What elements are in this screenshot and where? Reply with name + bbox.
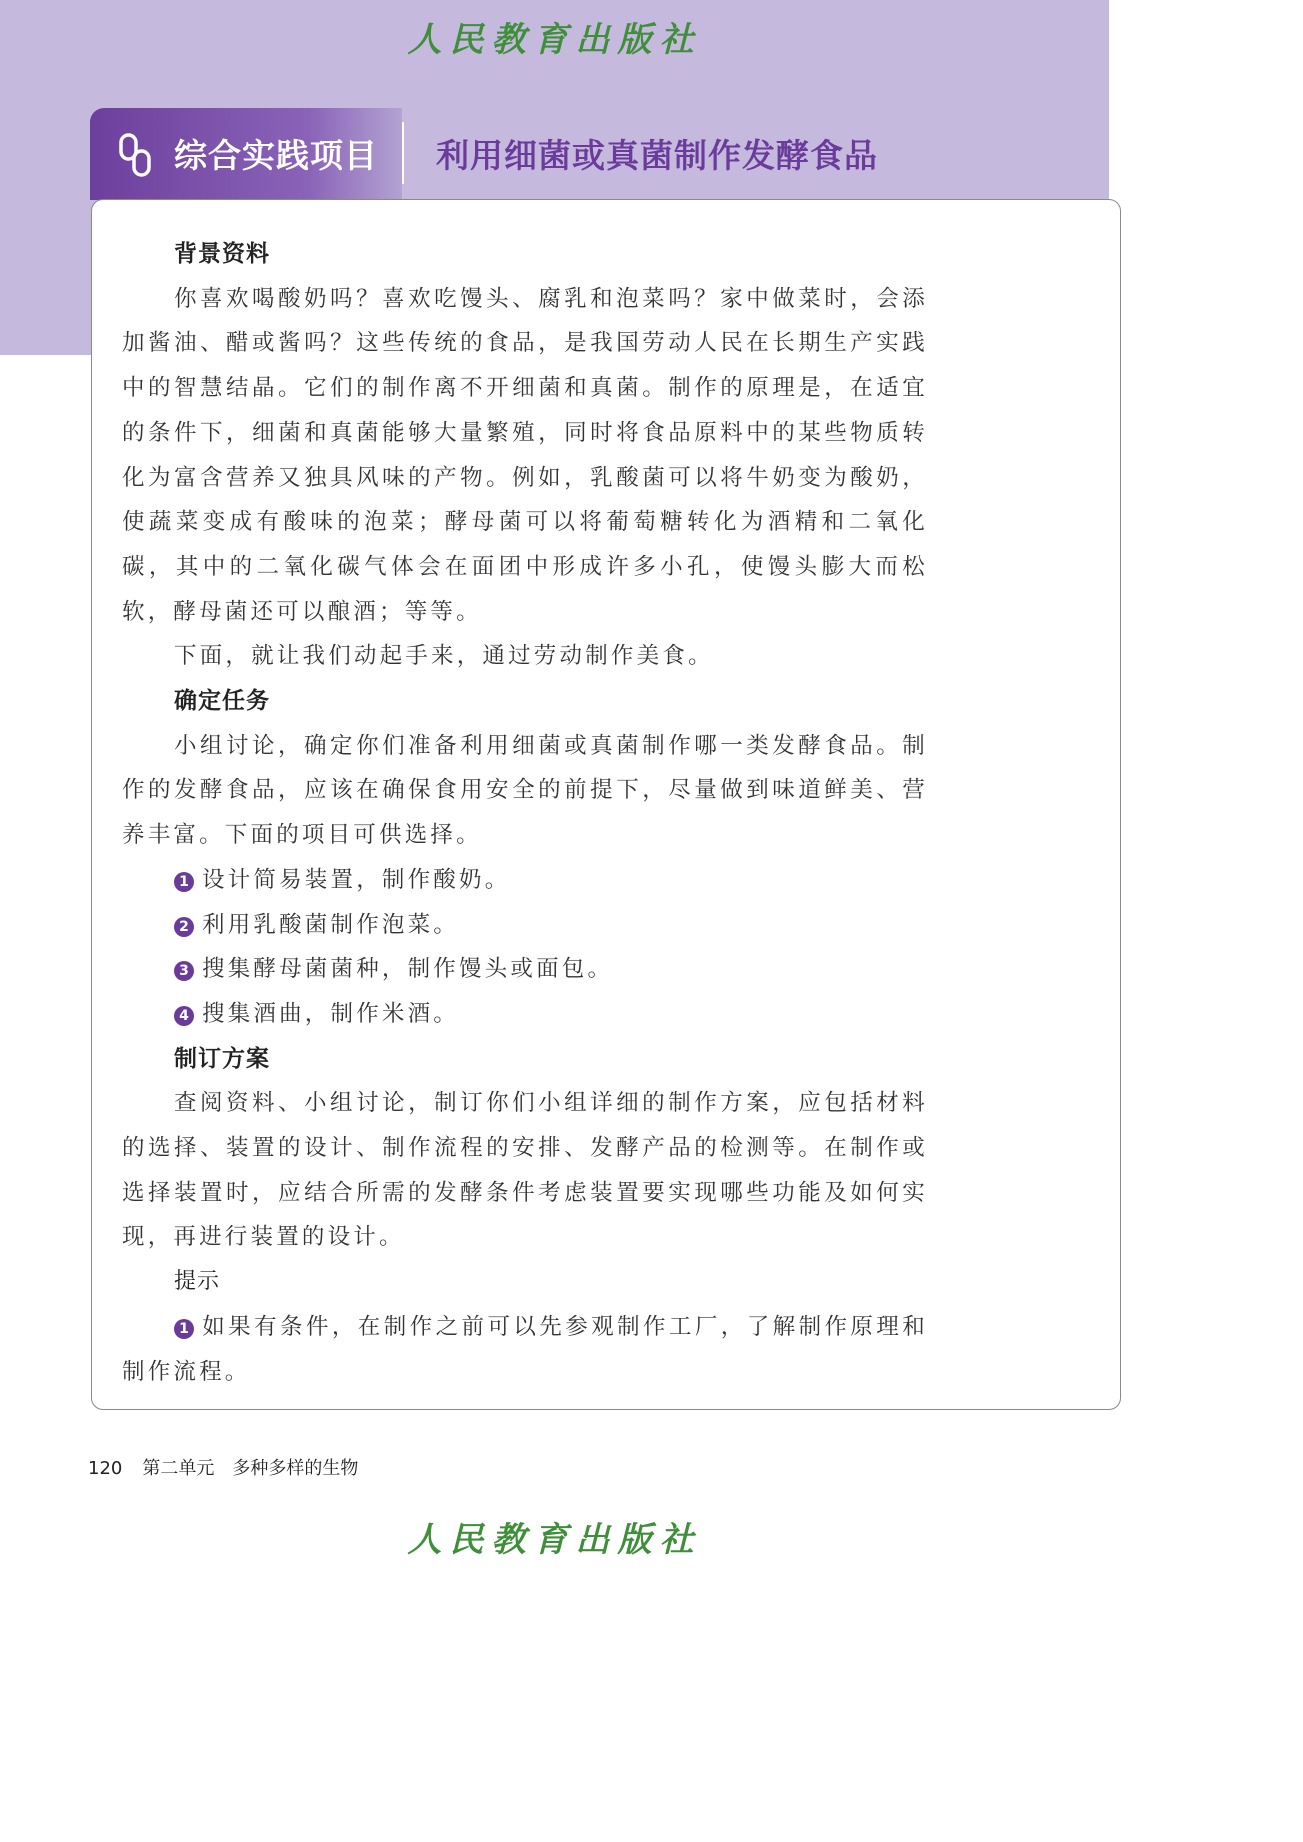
paragraph: 查阅资料、小组讨论，制订你们小组详细的制作方案，应包括材料的选择、装置的设计、制作流程的安排、发酵产品的检测等。在制作或选择装置时，应结合所需的发酵条件考虑装置要实现哪些功能及如何实现，再进行装置的设计。	[122, 1090, 928, 1251]
list-item	[122, 858, 928, 903]
number-badge: 4	[174, 1006, 194, 1026]
list-item	[122, 947, 928, 992]
list-item	[122, 992, 928, 1037]
page-footer	[88, 1454, 358, 1480]
number-badge: 1	[174, 872, 194, 892]
list-item	[122, 903, 928, 948]
paragraph: 你喜欢喝酸奶吗？喜欢吃馒头、腐乳和泡菜吗？家中做菜时，会添加酱油、醋或酱吗？这些传统的食品，是我国劳动人民在长期生产实践中的智慧结晶。它们的制作离不开细菌和真菌。制作的原理是，在适宜的条件下，细菌和真菌能够大量繁殖，同时将食品原料中的某些物质转化为富含营养又独具风味的产物。例如，乳酸菌可以将牛奶变为酸奶，使蔬菜变成有酸味的泡菜；酵母菌可以将葡萄糖转化为酒精和二氧化碳，其中的二氧化碳气体会在面团中形成许多小孔，使馒头膨大而松软，酵母菌还可以酿酒；等等。	[122, 285, 928, 625]
section-heading-background: 背景资料	[174, 241, 270, 267]
section-heading-plan: 制订方案	[174, 1045, 270, 1072]
unit-title: 第二单元 多种多样的生物	[142, 1458, 359, 1479]
link-icon	[118, 132, 152, 178]
banner-tag-label: 综合实践项目	[174, 136, 378, 175]
banner-divider	[402, 122, 404, 184]
banner-tag-block	[90, 108, 402, 200]
page-number: 120	[88, 1458, 123, 1479]
list-item-text: 利用乳酸菌制作泡菜。	[202, 911, 460, 938]
tip-item-text: 如果有条件，在制作之前可以先参观制作工厂，了解制作原理和制作流程。	[122, 1313, 928, 1385]
number-badge: 1	[174, 1319, 194, 1339]
article-body	[122, 232, 928, 1394]
publisher-logo-top: 人民教育出版社	[407, 20, 702, 60]
number-badge: 2	[174, 917, 194, 937]
project-banner	[90, 108, 1109, 200]
tip-item	[122, 1305, 928, 1394]
number-badge: 3	[174, 961, 194, 981]
list-item-text: 设计简易装置，制作酸奶。	[202, 866, 511, 893]
list-item-text: 搜集酵母菌菌种，制作馒头或面包。	[202, 956, 614, 983]
paragraph: 小组讨论，确定你们准备利用细菌或真菌制作哪一类发酵食品。制作的发酵食品，应该在确保食用安全的前提下，尽量做到味道鲜美、营养丰富。下面的项目可供选择。	[122, 732, 928, 849]
tip-heading: 提示	[174, 1269, 221, 1295]
paragraph: 下面，就让我们动起手来，通过劳动制作美食。	[174, 643, 714, 670]
publisher-logo-bottom: 人民教育出版社	[407, 1520, 702, 1560]
list-item-text: 搜集酒曲，制作米酒。	[202, 1000, 460, 1027]
section-heading-task: 确定任务	[174, 688, 270, 715]
page-title: 利用细菌或真菌制作发酵食品	[436, 136, 878, 175]
